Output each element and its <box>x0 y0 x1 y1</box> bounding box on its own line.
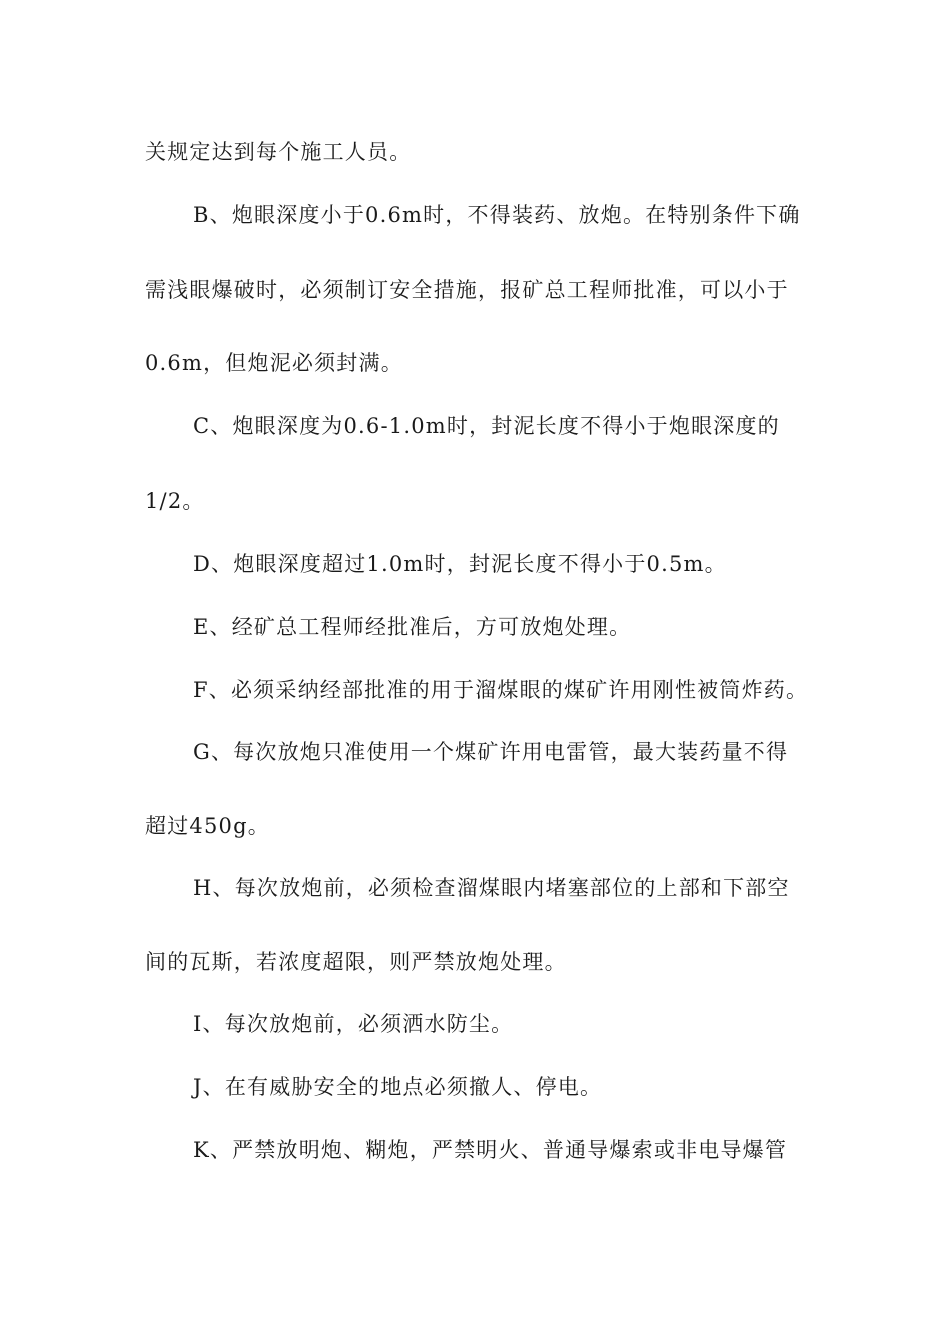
text-line: 0.6m，但炮泥必须封满。 <box>145 351 403 375</box>
text-line: 关规定达到每个施工人员。 <box>145 140 412 164</box>
text-line: K、严禁放明炮、糊炮，严禁明火、普通导爆索或非电导爆管 <box>193 1138 788 1162</box>
text-line: C、炮眼深度为0.6-1.0m时，封泥长度不得小于炮眼深度的 <box>193 414 780 438</box>
text-line: 间的瓦斯，若浓度超限，则严禁放炮处理。 <box>145 950 567 974</box>
text-line: H、每次放炮前，必须检查溜煤眼内堵塞部位的上部和下部空 <box>193 876 790 900</box>
text-line: D、炮眼深度超过1.0m时，封泥长度不得小于0.5m。 <box>193 552 727 576</box>
text-line: G、每次放炮只准使用一个煤矿许用电雷管，最大装药量不得 <box>193 740 789 764</box>
text-line: B、炮眼深度小于0.6m时，不得装药、放炮。在特别条件下确 <box>193 203 801 227</box>
text-line: E、经矿总工程师经批准后，方可放炮处理。 <box>193 615 632 639</box>
text-line: J、在有威胁安全的地点必须撤人、停电。 <box>193 1075 603 1099</box>
text-line: 超过450g。 <box>145 814 270 838</box>
text-line: 需浅眼爆破时，必须制订安全措施，报矿总工程师批准，可以小于 <box>145 278 789 302</box>
text-line: F、必须采纳经部批准的用于溜煤眼的煤矿许用刚性被筒炸药。 <box>193 678 809 702</box>
text-line: 1/2。 <box>145 489 205 513</box>
text-line: I、每次放炮前，必须洒水防尘。 <box>193 1012 514 1036</box>
